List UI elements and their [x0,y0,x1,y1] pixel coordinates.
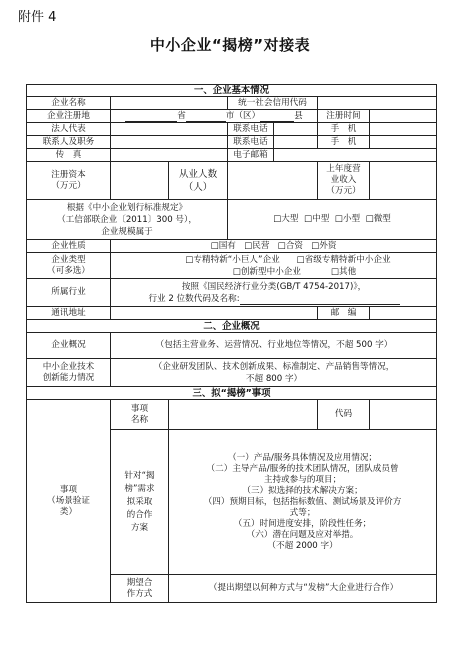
type-label: 企业类型 （可多选） [27,253,111,279]
reg-capital-label: 注册资本 （万元） [27,162,111,200]
mobile2-field[interactable] [370,136,437,149]
section-1-title: 一、企业基本情况 [27,85,437,97]
mail-address-field[interactable] [111,307,318,320]
expected-cooperation-field[interactable]: （提出期望以何种方式与“发榜”大企业进行合作） [169,575,437,603]
email-label: 电子邮箱 [228,149,274,162]
legal-rep-field[interactable] [111,123,228,136]
nature-option-jv[interactable]: □ 合资 [278,241,303,251]
phone-label: 联系电话 [228,123,274,136]
industry-field[interactable]: 按照《国民经济行业分类(GB/T 4754-2017)》， 行业 2 位数代码及名称: [111,279,437,307]
overview-label: 企业概况 [27,333,111,359]
scale-option-large[interactable]: □ 大型 [273,214,298,224]
tech-innovation-field[interactable]: （企业研发团队、技术创新成果、标准制定、产品销售等情况， 不超 800 字） [111,359,437,387]
company-name-field[interactable] [111,97,228,110]
type-option-little-giant[interactable]: □ 专精特新“小巨人”企业 [168,254,296,266]
phone2-field[interactable] [274,136,318,149]
attachment-label: 附件 4 [18,10,57,25]
scale-option-micro[interactable]: □ 微型 [366,214,391,224]
postcode-label: 邮 编 [318,307,370,320]
mobile-label: 手 机 [318,123,370,136]
phone2-label: 联系电话 [228,136,274,149]
postcode-field[interactable] [370,307,437,320]
contact-person-field[interactable] [111,136,228,149]
revenue-label: 上年度营 业收入 （万元） [318,162,370,200]
company-name-label: 企业名称 [27,97,111,110]
province-label: 省 [177,110,186,121]
cooperation-plan-field[interactable]: （一）产品/服务具体情况及应用情况； （二）主导产品/服务的技术团队情况，团队成员曾 主持或参与的项目； （三）拟选择的技术解决方案； （四）预期目标，包括指标数值、测试场景及评价方 式等； （五）时间进度安排，阶段性任务； （六）潜在问题及应对举措。 （不超 2000 字） [169,430,437,575]
item-name-field[interactable] [169,400,318,430]
overview-field[interactable]: （包括主营业务、运营情况、行业地位等情况，不超 500 字） [111,333,437,359]
city-label: 市（区） [225,110,261,121]
scale-option-small[interactable]: □ 小型 [335,214,360,224]
item-category-label: 事项 （场景验证 类） [27,400,111,603]
reg-capital-field[interactable] [111,162,169,200]
reg-time-field[interactable] [370,110,437,123]
fax-label: 传 真 [27,149,111,162]
code-field[interactable] [370,400,437,430]
item-name-label: 事项 名称 [111,400,169,430]
nature-label: 企业性质 [27,240,111,253]
cooperation-plan-label: 针对“揭 榜”需求 拟采取 的合作 方案 [111,430,169,575]
code-label: 代码 [318,400,370,430]
type-option-provincial[interactable]: □ 省级专精特新中小企业 [296,255,390,265]
credit-code-field[interactable] [318,97,437,110]
mobile2-label: 手 机 [318,136,370,149]
scale-criteria-text: 根据《中小企业划行标准规定》 （工信部联企业〔2011〕300 号）， 企业规模属于 [27,200,228,240]
type-options [111,253,437,279]
reg-address-label: 企业注册地 [27,110,111,123]
industry-label: 所属行业 [27,279,111,307]
county-label: 县 [294,110,303,121]
section-2-title: 二、企业概况 [27,320,437,333]
scale-options [228,200,437,240]
reg-address-field[interactable] [111,110,318,123]
legal-rep-label: 法人代表 [27,123,111,136]
employees-label: 从业人数 （人） [169,162,228,200]
section-3-title: 三、拟“揭榜”事项 [27,387,437,400]
expected-cooperation-label: 期望合 作方式 [111,575,169,603]
scale-option-medium[interactable]: □ 中型 [304,214,329,224]
reg-time-label: 注册时间 [318,110,370,123]
nature-option-private[interactable]: □ 民营 [244,241,269,251]
mail-address-label: 通讯地址 [27,307,111,320]
contact-person-label: 联系人及职务 [27,136,111,149]
type-option-innovative[interactable]: □ 创新型中小企业 [203,266,331,278]
mobile-field[interactable] [370,123,437,136]
type-option-other[interactable]: □ 其他 [331,267,356,277]
credit-code-label: 统一社会信用代码 [228,97,318,110]
tech-innovation-label: 中小企业技术 创新能力情况 [27,359,111,387]
nature-option-state[interactable]: □ 国有 [211,241,236,251]
email-field[interactable] [274,149,437,162]
employees-field[interactable] [228,162,318,200]
nature-options [111,240,437,253]
phone-field[interactable] [274,123,318,136]
page-title: 中小企业“揭榜”对接表 [149,36,311,54]
matching-form-table [26,84,437,603]
nature-option-foreign[interactable]: □ 外资 [311,241,336,251]
fax-field[interactable] [111,149,228,162]
revenue-field[interactable] [370,162,437,200]
